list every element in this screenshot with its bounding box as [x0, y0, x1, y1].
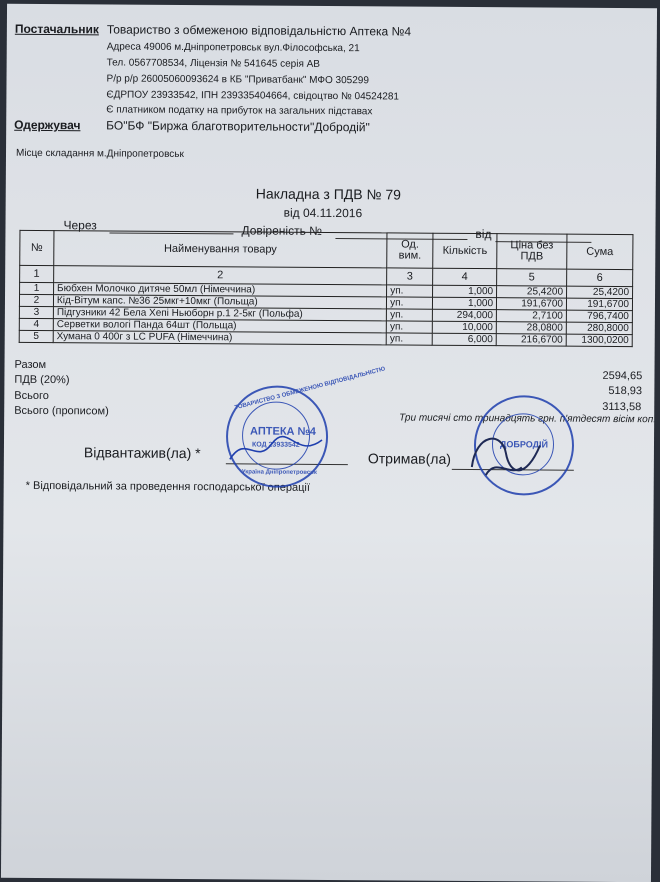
supplier-codes: ЄДРПОУ 23933542, ІПН 239335404664, свідоцтво № 04524281 [106, 89, 400, 103]
row-sum: 1300,0200 [566, 334, 632, 346]
trust-label: Довіреність № [241, 223, 323, 238]
document-title: Накладна з ПДВ № 79 [255, 185, 402, 203]
subtotal-label: Разом [14, 358, 47, 372]
row-price: 25,4200 [497, 286, 567, 298]
total-value: 3113,58 [602, 400, 642, 414]
responsible-note: * Відповідальний за проведення господарської операції [25, 479, 310, 494]
trust-from-label: від [475, 227, 492, 242]
header-unit: Од. вим. [387, 233, 433, 268]
row-sum: 796,7400 [566, 310, 632, 322]
row-name: Кід-Вітум капс. №36 25мкг+10мкг (Польща) [53, 295, 386, 309]
supplier-name: Товариство з обмеженою відповідальністю Аптека №4 [106, 22, 412, 39]
row-number: 1 [20, 282, 54, 294]
column-number: 4 [433, 268, 497, 285]
signature-scribble-right [466, 427, 549, 488]
column-number: 5 [497, 269, 567, 286]
header-name: Найменування товару [54, 231, 387, 268]
stamp-code-text: КОД 23933542 [251, 441, 300, 449]
table-header-row [20, 230, 633, 269]
row-number: 5 [19, 330, 53, 342]
row-number: 2 [19, 294, 53, 306]
total-words-value: Три тисячі сто тринадцять грн. п'ятдесят вісім коп. [399, 412, 657, 426]
row-quantity: 6,000 [432, 333, 496, 345]
row-price: 191,6700 [497, 298, 567, 310]
recipient-name: БО"БФ "Биржа благотворительности"Добродій" [106, 118, 370, 135]
row-quantity: 10,000 [432, 321, 496, 333]
supplier-tax: Є платником податку на прибуток на загальних підставах [106, 104, 373, 118]
row-sum: 191,6700 [566, 298, 632, 310]
total-words-label: Всього (прописом) [14, 404, 109, 418]
supplier-address: Адреса 49006 м.Дніпропетровськ вул.Філософська, 21 [106, 41, 360, 55]
row-name: Серветки вологі Панда 64шт (Польща) [53, 319, 386, 333]
header-sum: Сума [567, 234, 633, 269]
invoice-sheet [1, 4, 657, 882]
row-quantity: 1,000 [433, 285, 497, 297]
row-sum: 25,4200 [567, 286, 633, 298]
header-number: № [20, 230, 54, 265]
row-price: 2,7100 [496, 310, 566, 322]
row-unit: уп. [386, 321, 432, 333]
stamp-center-text: АПТЕКА №4 [250, 425, 316, 438]
recipient-label: Одержувач [14, 117, 81, 133]
header-price: Ціна без ПДВ [497, 234, 567, 269]
goods-table [19, 230, 634, 347]
row-name: Бюбхен Молочко дитяче 50мл (Німеччина) [53, 283, 386, 297]
row-unit: уп. [387, 297, 433, 309]
column-number: 2 [54, 266, 387, 285]
row-unit: уп. [387, 309, 433, 321]
header-quantity: Кількість [433, 233, 497, 268]
supplier-account: Р/р р/р 26005060093624 в КБ "Приватбанк" МФО 305299 [106, 73, 369, 87]
row-quantity: 294,000 [432, 309, 496, 321]
signature-scribble-left [226, 429, 336, 470]
row-number: 3 [19, 306, 53, 318]
row-price: 28,0800 [496, 322, 566, 334]
subtotal-value: 2594,65 [602, 369, 643, 383]
vat-value: 518,93 [608, 384, 643, 398]
via-label: Через [63, 218, 97, 233]
row-unit: уп. [386, 333, 432, 345]
row-price: 216,6700 [496, 334, 566, 346]
vat-label: ПДВ (20%) [14, 373, 70, 387]
row-name: Підгузники 42 Бела Хепі Ньюборн р.1 2-5кг (Польфа) [53, 307, 386, 321]
column-number: 3 [387, 268, 433, 285]
total-label: Всього [14, 389, 49, 403]
row-unit: уп. [387, 285, 433, 297]
shipped-by-label: Відвантажив(ла) * [83, 444, 201, 462]
document-date: від 04.11.2016 [283, 205, 363, 221]
received-by-label: Отримав(ла) [367, 450, 451, 467]
row-sum: 280,8000 [566, 322, 632, 334]
row-quantity: 1,000 [433, 297, 497, 309]
stamp-bottom-text: Україна Дніпропетровськ [241, 469, 317, 476]
row-number: 4 [19, 318, 53, 330]
column-number: 1 [20, 265, 54, 282]
stamp-ring-text: ТОВАРИСТВО З ОБМЕЖЕНОЮ ВІДПОВІДАЛЬНІСТЮ [234, 366, 387, 412]
row-name: Хумана 0 400г з LC PUFA (Німеччина) [53, 331, 386, 345]
stamp-center-text: ДОБРОДІЙ [499, 439, 549, 450]
supplier-label: Постачальник [14, 21, 99, 37]
column-number: 6 [567, 269, 633, 286]
place-of-issue: Місце складання м.Дніпропетровськ [15, 147, 184, 160]
supplier-phone: Тел. 0567708534, Ліцензія № 541645 серія АВ [106, 57, 321, 70]
